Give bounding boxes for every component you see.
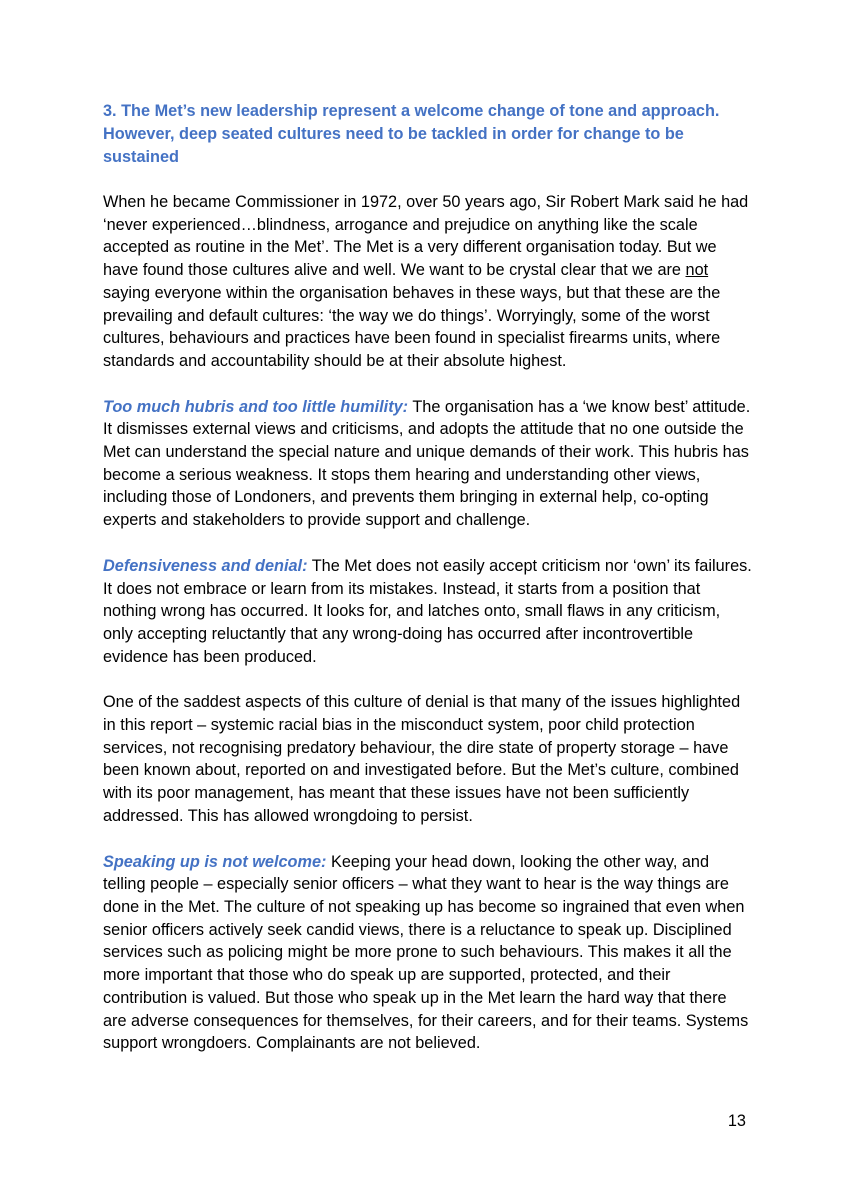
speaking-up-lead-in: Speaking up is not welcome: xyxy=(103,852,327,871)
defensiveness-paragraph xyxy=(103,555,753,669)
hubris-text: The organisation has a ‘we know best’ attitude. It dismisses external views and criticisms, and adopts the attitude that no one outside the Met can understand the special nature and unique demands of their work. This hubris has become a serious weakness. It stops them hearing and understanding other views, including those of Londoners, and prevents them bringing in external help, co-opting experts and stakeholders to provide support and challenge. xyxy=(103,397,751,530)
denial-culture-paragraph xyxy=(103,691,753,827)
intro-text-before: When he became Commissioner in 1972, over 50 years ago, Sir Robert Mark said he had ‘never experienced…blindness, arrogance and prejudice on anything like the scale accepted as routine in the Met’. The Met is a very different organisation today. But we have found those cultures alive and well. We want to be crystal clear that we are xyxy=(103,193,749,280)
intro-underlined-word: not xyxy=(685,261,709,280)
defensiveness-text: The Met does not easily accept criticism nor ‘own’ its failures. It does not embrace or learn from its mistakes. Instead, it starts from a position that nothing wrong has occurred. It looks for, and latches onto, small flaws in any criticism, only accepting reluctantly that any wrong-doing has occurred after incontrovertible evidence has been produced. xyxy=(103,556,752,666)
intro-paragraph xyxy=(103,191,753,373)
defensiveness-lead-in: Defensiveness and denial: xyxy=(103,556,308,575)
denial-culture-text: One of the saddest aspects of this culture of denial is that many of the issues highlighted in this report – systemic racial bias in the misconduct system, poor child protection services, not recognising predatory behaviour, the dire state of property storage – have been known about, reported on and investigated before. But the Met’s culture, combined with its poor management, has meant that these issues have not been sufficiently addressed. This has allowed wrongdoing to persist. xyxy=(103,693,741,825)
speaking-up-paragraph xyxy=(103,851,753,1055)
page-number: 13 xyxy=(727,1112,746,1130)
intro-text-after: saying everyone within the organisation behaves in these ways, but that these are the prevailing and default cultures: ‘the way we do things’. Worryingly, some of the worst cultures, behaviours and practices have been found in specialist firearms units, where standards and accountability should be at their absolute highest. xyxy=(103,283,721,370)
hubris-lead-in: Too much hubris and too little humility: xyxy=(103,397,409,416)
speaking-up-text: Keeping your head down, looking the other way, and telling people – especially senior officers – what they want to hear is the way things are done in the Met. The culture of not speaking up has become so ingrained that even when senior officers actively seek candid views, there is a reluctance to speak up. Disciplined services such as policing might be more prone to such behaviours. This makes it all the more important that those who do speak up are supported, protected, and their contribution is valued. But those who speak up in the Met learn the hard way that there are adverse consequences for themselves, for their careers, and for their teams. Systems support wrongdoers. Complainants are not believed. xyxy=(103,852,749,1053)
section-heading: 3. The Met’s new leadership represent a welcome change of tone and approach. However, deep seated cultures need to be tackled in order for change to be sustained xyxy=(103,102,720,166)
document-page xyxy=(103,100,753,1078)
hubris-paragraph xyxy=(103,396,753,532)
